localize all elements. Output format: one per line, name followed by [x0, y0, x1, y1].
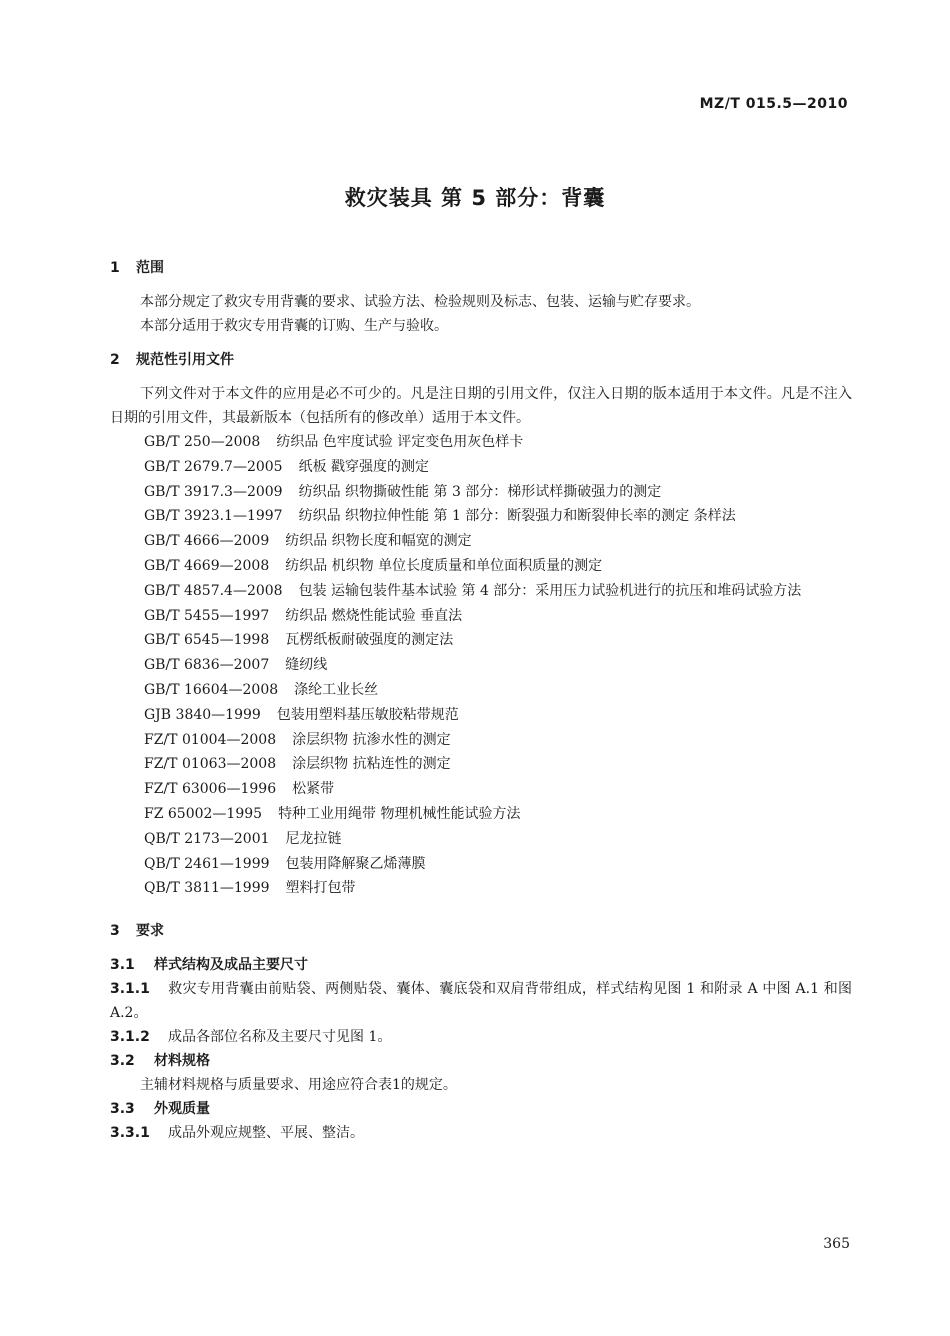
reference-item	[110, 653, 852, 678]
reference-code: GB/T 4666—2009	[144, 533, 270, 550]
document-body	[110, 256, 852, 1145]
reference-title: 缝纫线	[285, 657, 328, 674]
section-title: 范围	[136, 260, 164, 276]
reference-title: 纺织品 燃烧性能试验 垂直法	[285, 607, 463, 624]
reference-item	[110, 455, 852, 480]
section-3-heading	[110, 919, 852, 943]
section-number: 2	[110, 352, 120, 368]
reference-title: 纺织品 织物拉伸性能 第 1 部分：断裂强力和断裂伸长率的测定 条样法	[298, 508, 736, 525]
subsection-title: 样式结构及成品主要尺寸	[154, 957, 308, 974]
section-title: 要求	[136, 923, 164, 940]
clause-number: 3.1.2	[110, 1029, 150, 1046]
reference-code: QB/T 3811—1999	[144, 880, 270, 897]
clause-3-1-1	[110, 977, 852, 1025]
subsection-title: 外观质量	[154, 1101, 210, 1118]
paragraph: 主辅材料规格与质量要求、用途应符合表1的规定。	[140, 1077, 457, 1094]
reference-item	[110, 604, 852, 629]
section-1-heading	[110, 256, 852, 280]
section-number: 1	[110, 260, 120, 276]
reference-item	[110, 480, 852, 505]
clause-3-1-2	[110, 1025, 852, 1049]
section-number: 3	[110, 923, 120, 940]
reference-item	[110, 529, 852, 554]
reference-code: GB/T 16604—2008	[144, 681, 279, 698]
reference-item	[110, 728, 852, 753]
subsection-number: 3.1	[110, 957, 135, 974]
paragraph: 本部分适用于救灾专用背囊的订购、生产与验收。	[140, 318, 448, 334]
reference-item	[110, 430, 852, 455]
reference-title: 瓦楞纸板耐破强度的测定法	[285, 632, 454, 649]
reference-title: 包装用塑料基压敏胶粘带规范	[276, 706, 459, 723]
clause-text: 救灾专用背囊由前贴袋、两侧贴袋、囊体、囊底袋和双肩背带组成，样式结构见图 1 和附录 A 中图 A.1 和图 A.2。	[110, 981, 852, 1022]
reference-title: 塑料打包带	[285, 880, 356, 897]
reference-code: GB/T 3923.1—1997	[144, 508, 283, 525]
reference-code: GB/T 5455—1997	[144, 607, 270, 624]
reference-title: 纸板 戳穿强度的测定	[298, 458, 430, 475]
reference-title: 松紧带	[292, 781, 335, 798]
reference-code: GB/T 250—2008	[144, 434, 261, 450]
section-2-heading	[110, 348, 852, 372]
document-title: 救灾装具 第 5 部分：背囊	[344, 186, 606, 210]
reference-code: GB/T 6836—2007	[144, 657, 270, 674]
paragraph: 本部分规定了救灾专用背囊的要求、试验方法、检验规则及标志、包装、运输与贮存要求。	[140, 294, 700, 310]
reference-code: FZ 65002—1995	[144, 805, 263, 822]
reference-code: GB/T 3917.3—2009	[144, 483, 283, 500]
reference-title: 涂层织物 抗粘连性的测定	[292, 756, 451, 773]
reference-code: GB/T 2679.7—2005	[144, 458, 283, 475]
reference-code: FZ/T 63006—1996	[144, 781, 277, 798]
clause-number: 3.3.1	[110, 1125, 150, 1142]
reference-title: 涂层织物 抗渗水性的测定	[292, 731, 451, 748]
reference-title: 特种工业用绳带 物理机械性能试验方法	[278, 805, 521, 822]
reference-item	[110, 628, 852, 653]
page-number: 365	[823, 1236, 850, 1252]
reference-item	[110, 703, 852, 728]
reference-list	[110, 430, 852, 901]
standard-code: MZ/T 015.5—2010	[699, 96, 848, 112]
reference-title: 包装用降解聚乙烯薄膜	[285, 855, 426, 872]
clause-text: 成品外观应规整、平展、整洁。	[168, 1125, 364, 1142]
reference-title: 纺织品 织物长度和幅宽的测定	[285, 533, 472, 550]
reference-item	[110, 504, 852, 529]
reference-code: GB/T 6545—1998	[144, 632, 270, 649]
reference-item	[110, 876, 852, 901]
clause-3-3-1	[110, 1121, 852, 1145]
reference-item	[110, 579, 852, 604]
reference-code: QB/T 2173—2001	[144, 830, 270, 847]
reference-item	[110, 777, 852, 802]
reference-item	[110, 752, 852, 777]
subsection-number: 3.2	[110, 1053, 135, 1070]
clause-number: 3.1.1	[110, 981, 150, 998]
subsection-3-2-heading	[110, 1049, 852, 1073]
reference-code: GJB 3840—1999	[144, 706, 261, 723]
reference-item	[110, 554, 852, 579]
reference-code: GB/T 4857.4—2008	[144, 582, 283, 599]
section-title: 规范性引用文件	[136, 352, 234, 368]
clause-text: 成品各部位名称及主要尺寸见图 1。	[168, 1029, 392, 1046]
reference-code: GB/T 4669—2008	[144, 557, 270, 574]
subsection-title: 材料规格	[154, 1053, 210, 1070]
subsection-3-3-heading	[110, 1097, 852, 1121]
reference-title: 纺织品 织物撕破性能 第 3 部分：梯形试样撕破强力的测定	[298, 483, 662, 500]
reference-item	[110, 827, 852, 852]
reference-title: 包装 运输包装件基本试验 第 4 部分：采用压力试验机进行的抗压和堆码试验方法	[298, 582, 802, 599]
reference-title: 纺织品 机织物 单位长度质量和单位面积质量的测定	[285, 557, 603, 574]
reference-title: 涤纶工业长丝	[294, 681, 379, 698]
subsection-number: 3.3	[110, 1101, 135, 1118]
reference-item	[110, 802, 852, 827]
reference-code: QB/T 2461—1999	[144, 855, 270, 872]
reference-item	[110, 678, 852, 703]
reference-code: FZ/T 01004—2008	[144, 731, 277, 748]
subsection-3-1-heading	[110, 953, 852, 977]
reference-code: FZ/T 01063—2008	[144, 756, 277, 773]
reference-title: 尼龙拉链	[285, 830, 342, 847]
paragraph: 下列文件对于本文件的应用是必不可少的。凡是注日期的引用文件，仅注入日期的版本适用于本文件。凡是不注入日期的引用文件，其最新版本（包括所有的修改单）适用于本文件。	[110, 386, 852, 426]
reference-item	[110, 852, 852, 877]
reference-title: 纺织品 色牢度试验 评定变色用灰色样卡	[276, 434, 524, 450]
